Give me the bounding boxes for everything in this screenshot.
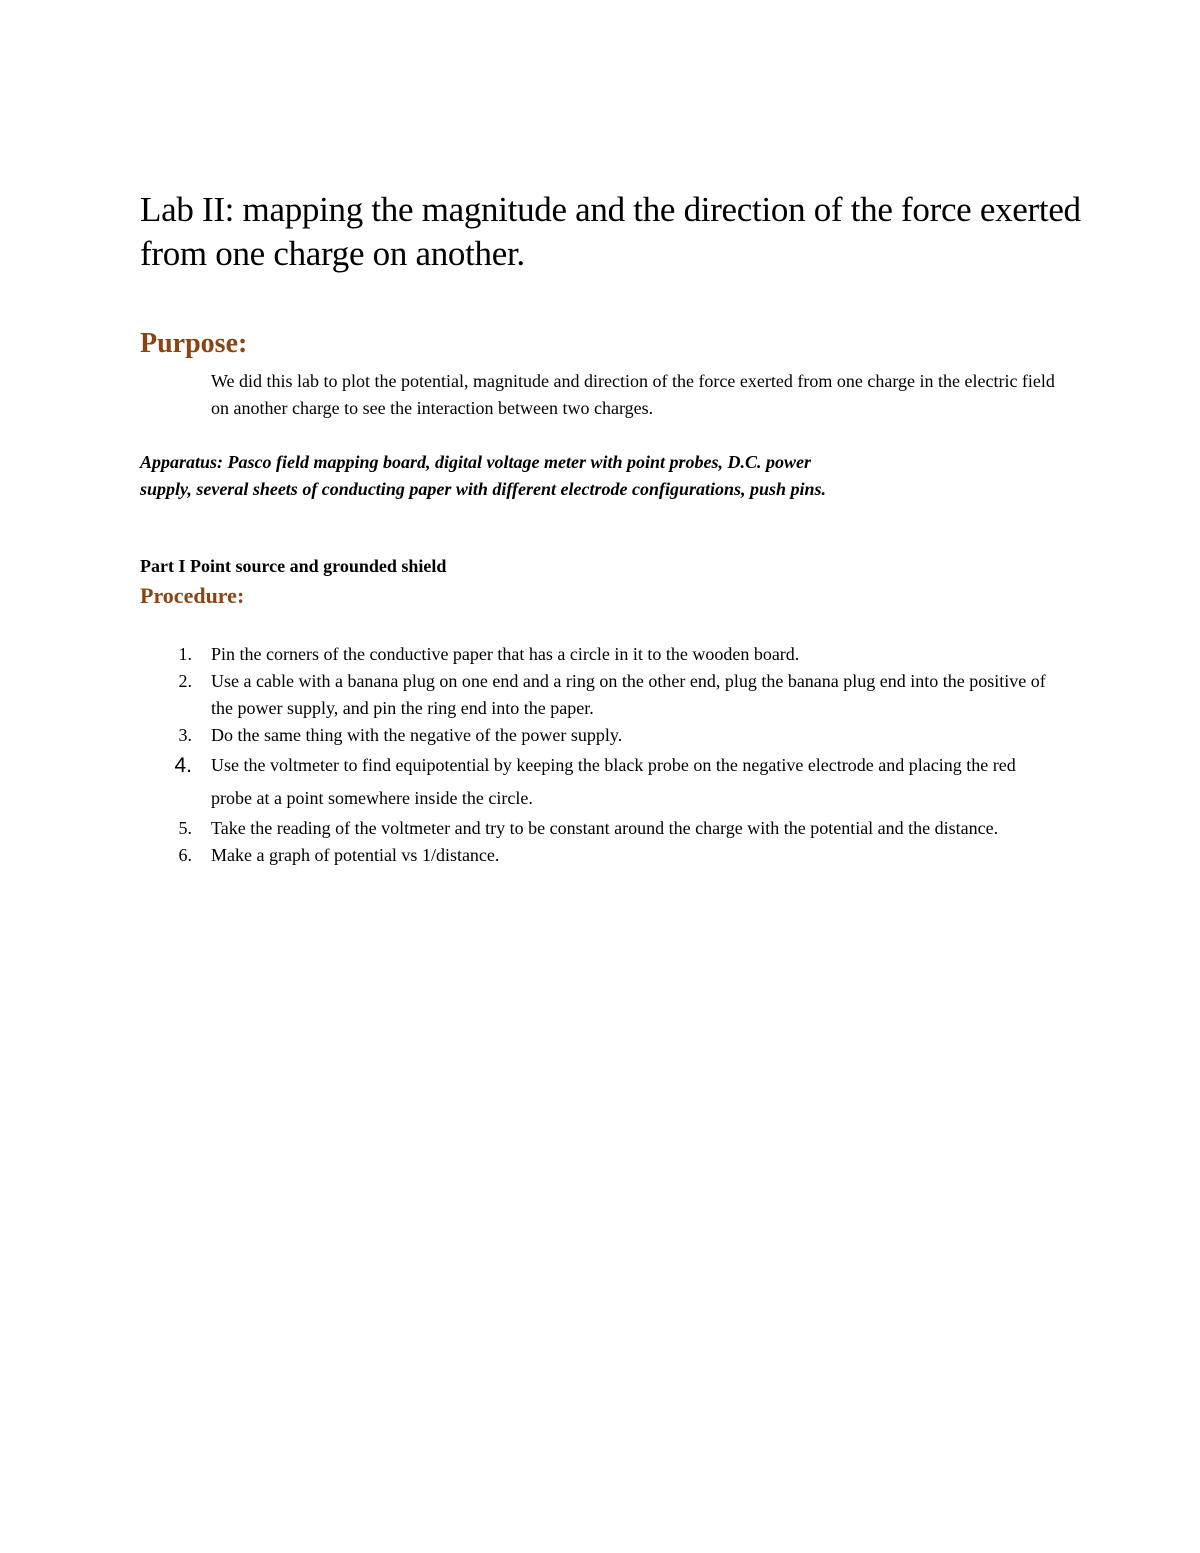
step-number: 5. — [178, 818, 192, 838]
step-number: 6. — [178, 845, 192, 865]
step-text: Use a cable with a banana plug on one end and a ring on the other end, plug the banana plug end into the positive of the power supply, and pin the ring end into the paper. — [211, 671, 1046, 718]
document-title: Lab II: mapping the magnitude and the direction of the force exerted from one charge on another. — [140, 190, 1081, 273]
step-text: Pin the corners of the conductive paper that has a circle in it to the wooden board. — [211, 644, 800, 664]
step-text: Make a graph of potential vs 1/distance. — [211, 845, 500, 865]
procedure-step — [140, 749, 1060, 815]
purpose-text: We did this lab to plot the potential, magnitude and direction of the force exerted from one charge in the electric field on another charge to see the interaction between two charges. — [211, 371, 1055, 418]
procedure-step — [140, 842, 1060, 869]
apparatus-text: Apparatus: Pasco field mapping board, digital voltage meter with point probes, D.C. power supply, several sheets of conducting paper with different electrode configurations, push pins. — [140, 452, 827, 499]
purpose-heading: Purpose: — [140, 328, 248, 359]
step-number: 1. — [178, 644, 192, 664]
procedure-list — [140, 641, 1060, 869]
procedure-step — [140, 641, 1060, 668]
step-number: 4. — [174, 754, 192, 777]
procedure-step — [140, 722, 1060, 749]
procedure-step — [140, 815, 1060, 842]
step-text: Do the same thing with the negative of the power supply. — [211, 725, 623, 745]
step-number: 2. — [178, 671, 192, 691]
step-text: Use the voltmeter to find equipotential by keeping the black probe on the negative electrode and placing the red probe at a point somewhere inside the circle. — [211, 755, 1016, 808]
step-number: 3. — [178, 725, 192, 745]
procedure-step — [140, 668, 1060, 722]
part-heading: Part I Point source and grounded shield — [140, 556, 447, 576]
step-text: Take the reading of the voltmeter and try to be constant around the charge with the potential and the distance. — [211, 818, 999, 838]
procedure-heading: Procedure: — [140, 583, 245, 608]
